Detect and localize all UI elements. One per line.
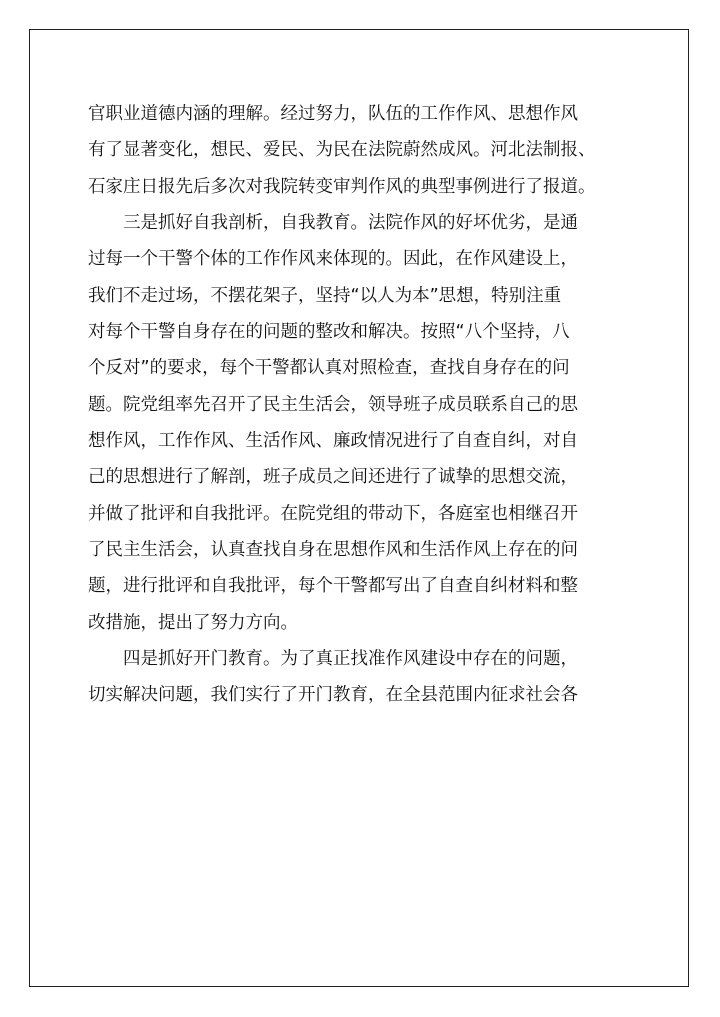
text-line: 题，进行批评和自我批评，每个干警都写出了自查自纠材料和整 bbox=[88, 576, 578, 597]
text-line: 过每一个干警个体的工作作风来体现的。因此，在作风建设上， bbox=[88, 249, 578, 270]
paragraph-first-line: 三是抓好自我剖析，自我教育。法院作风的好坏优劣，是通 bbox=[123, 212, 578, 233]
text-line: 改措施，提出了努力方向。 bbox=[88, 612, 298, 633]
text-line: 石家庄日报先后多次对我院转变审判作风的典型事例进行了报道。 bbox=[88, 176, 596, 197]
text-line: 切实解决问题，我们实行了开门教育，在全县范围内征求社会各 bbox=[88, 685, 578, 706]
text-line: 对每个干警自身存在的问题的整改和解决。按照“八个坚持，八 bbox=[88, 321, 570, 342]
text-line: 了民主生活会，认真查找自身在思想作风和生活作风上存在的问 bbox=[88, 539, 578, 560]
paragraph-first-line: 四是抓好开门教育。为了真正找准作风建设中存在的问题， bbox=[123, 648, 578, 669]
text-line: 个反对”的要求，每个干警都认真对照检查，查找自身存在的问 bbox=[88, 358, 570, 379]
text-line: 己的思想进行了解剖，班子成员之间还进行了诚挚的思想交流， bbox=[88, 467, 578, 488]
text-line: 题。院党组率先召开了民主生活会，领导班子成员联系自己的思 bbox=[88, 394, 578, 415]
document-body bbox=[88, 96, 633, 714]
text-line: 有了显著变化，想民、爱民、为民在法院蔚然成风。河北法制报、 bbox=[88, 140, 596, 161]
text-line: 并做了批评和自我批评。在院党组的带动下，各庭室也相继召开 bbox=[88, 503, 578, 524]
text-line: 我们不走过场，不摆花架子，坚持“以人为本”思想，特别注重 bbox=[88, 285, 562, 306]
text-line: 想作风，工作作风、生活作风、廉政情况进行了自查自纠，对自 bbox=[88, 430, 578, 451]
text-line: 官职业道德内涵的理解。经过努力，队伍的工作作风、思想作风 bbox=[88, 104, 578, 124]
